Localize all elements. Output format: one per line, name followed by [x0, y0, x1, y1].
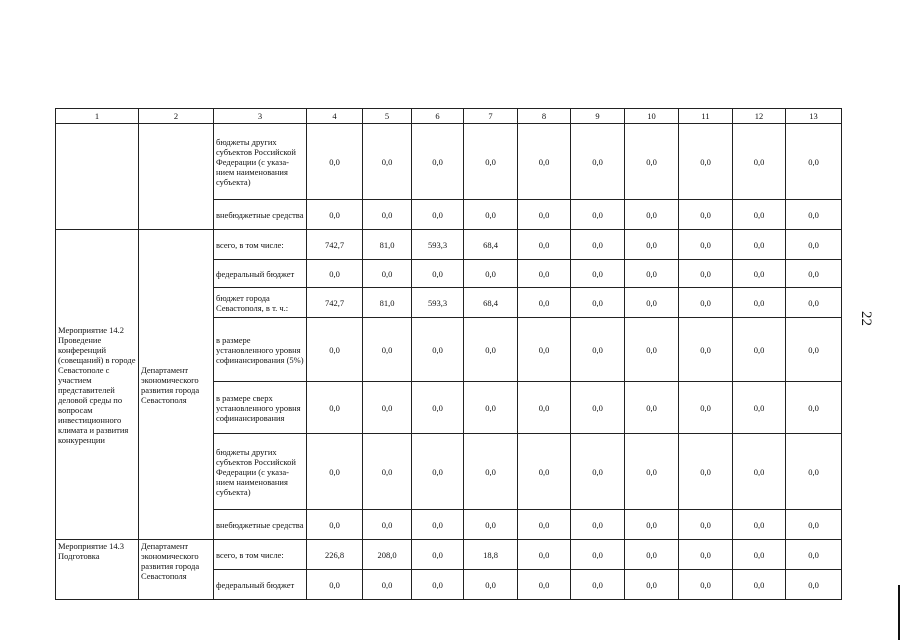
header-cell: 1 [56, 109, 139, 124]
header-cell: 8 [518, 109, 571, 124]
value-cell: 68,4 [464, 230, 518, 260]
value-cell: 0,0 [786, 124, 842, 200]
department-cell [139, 124, 214, 230]
value-cell: 0,0 [733, 200, 786, 230]
measure-cell: Мероприятие 14.3 Подготовка [56, 540, 139, 600]
value-cell: 0,0 [571, 288, 625, 318]
value-cell: 0,0 [412, 540, 464, 570]
value-cell: 0,0 [518, 382, 571, 434]
value-cell: 0,0 [518, 230, 571, 260]
department-cell: Департамент экономического развития города Севастополя [139, 540, 214, 600]
value-cell: 0,0 [412, 260, 464, 288]
value-cell: 0,0 [571, 540, 625, 570]
funding-source-cell: федеральный бюджет [214, 570, 307, 600]
value-cell: 0,0 [786, 382, 842, 434]
value-cell: 0,0 [786, 570, 842, 600]
value-cell: 0,0 [733, 318, 786, 382]
value-cell: 0,0 [518, 260, 571, 288]
value-cell: 0,0 [786, 260, 842, 288]
value-cell: 0,0 [679, 510, 733, 540]
value-cell: 0,0 [733, 434, 786, 510]
funding-source-cell: в размере установленного уровня софинансирования (5%) [214, 318, 307, 382]
value-cell: 0,0 [307, 318, 363, 382]
value-cell: 226,8 [307, 540, 363, 570]
value-cell: 0,0 [733, 382, 786, 434]
value-cell: 0,0 [625, 288, 679, 318]
value-cell: 0,0 [679, 540, 733, 570]
value-cell: 0,0 [363, 200, 412, 230]
value-cell: 0,0 [679, 382, 733, 434]
value-cell: 0,0 [786, 288, 842, 318]
value-cell: 0,0 [786, 540, 842, 570]
value-cell: 0,0 [571, 434, 625, 510]
value-cell: 0,0 [307, 382, 363, 434]
funding-source-cell: бюджеты других субъектов Российской Федерации (с указа-нием наименования субъекта) [214, 124, 307, 200]
value-cell: 0,0 [412, 570, 464, 600]
value-cell: 81,0 [363, 288, 412, 318]
header-cell: 4 [307, 109, 363, 124]
value-cell: 0,0 [571, 382, 625, 434]
value-cell: 0,0 [363, 318, 412, 382]
funding-source-cell: в размере сверх установленного уровня софинансирования [214, 382, 307, 434]
value-cell: 0,0 [571, 260, 625, 288]
value-cell: 0,0 [307, 510, 363, 540]
value-cell: 0,0 [307, 260, 363, 288]
value-cell: 0,0 [571, 318, 625, 382]
department-cell: Департамент экономического развития города Севастополя [139, 230, 214, 540]
value-cell: 0,0 [679, 200, 733, 230]
table-body [56, 109, 842, 600]
value-cell: 0,0 [786, 434, 842, 510]
value-cell: 0,0 [412, 200, 464, 230]
value-cell: 0,0 [464, 318, 518, 382]
header-cell: 3 [214, 109, 307, 124]
value-cell: 0,0 [571, 570, 625, 600]
table-row [56, 540, 842, 570]
header-row [56, 109, 842, 124]
value-cell: 0,0 [786, 200, 842, 230]
value-cell: 742,7 [307, 288, 363, 318]
value-cell: 208,0 [363, 540, 412, 570]
value-cell: 0,0 [307, 570, 363, 600]
page-number: 22 [858, 311, 874, 326]
value-cell: 0,0 [412, 318, 464, 382]
value-cell: 18,8 [464, 540, 518, 570]
value-cell: 0,0 [625, 434, 679, 510]
value-cell: 68,4 [464, 288, 518, 318]
header-cell: 11 [679, 109, 733, 124]
page-edge-line [898, 585, 900, 640]
table-row [56, 124, 842, 200]
funding-source-cell: бюджеты других субъектов Российской Федерации (с указа-нием наименования субъекта) [214, 434, 307, 510]
header-cell: 9 [571, 109, 625, 124]
value-cell: 0,0 [518, 570, 571, 600]
value-cell: 0,0 [571, 200, 625, 230]
funding-source-cell: всего, в том числе: [214, 230, 307, 260]
value-cell: 0,0 [571, 510, 625, 540]
value-cell: 0,0 [733, 288, 786, 318]
value-cell: 0,0 [464, 382, 518, 434]
header-cell: 10 [625, 109, 679, 124]
value-cell: 0,0 [625, 510, 679, 540]
funding-source-cell: федеральный бюджет [214, 260, 307, 288]
value-cell: 81,0 [363, 230, 412, 260]
value-cell: 0,0 [363, 434, 412, 510]
value-cell: 0,0 [307, 124, 363, 200]
value-cell: 0,0 [518, 288, 571, 318]
value-cell: 0,0 [464, 434, 518, 510]
funding-source-cell: всего, в том числе: [214, 540, 307, 570]
value-cell: 0,0 [625, 260, 679, 288]
value-cell: 0,0 [733, 570, 786, 600]
value-cell: 0,0 [412, 434, 464, 510]
value-cell: 0,0 [518, 510, 571, 540]
measure-cell [56, 124, 139, 230]
value-cell: 0,0 [518, 200, 571, 230]
value-cell: 0,0 [625, 200, 679, 230]
value-cell: 0,0 [733, 230, 786, 260]
value-cell: 0,0 [625, 124, 679, 200]
value-cell: 0,0 [464, 570, 518, 600]
budget-table [55, 108, 842, 600]
value-cell: 0,0 [363, 382, 412, 434]
table-row [56, 230, 842, 260]
value-cell: 593,3 [412, 230, 464, 260]
value-cell: 593,3 [412, 288, 464, 318]
value-cell: 0,0 [363, 510, 412, 540]
header-cell: 6 [412, 109, 464, 124]
value-cell: 0,0 [625, 318, 679, 382]
value-cell: 0,0 [307, 200, 363, 230]
value-cell: 0,0 [679, 260, 733, 288]
value-cell: 0,0 [679, 434, 733, 510]
value-cell: 0,0 [679, 124, 733, 200]
value-cell: 0,0 [625, 230, 679, 260]
value-cell: 0,0 [786, 230, 842, 260]
header-cell: 12 [733, 109, 786, 124]
funding-source-cell: бюджет города Севастополя, в т. ч.: [214, 288, 307, 318]
value-cell: 0,0 [733, 540, 786, 570]
value-cell: 0,0 [625, 540, 679, 570]
value-cell: 0,0 [518, 318, 571, 382]
value-cell: 0,0 [733, 510, 786, 540]
value-cell: 0,0 [464, 124, 518, 200]
value-cell: 0,0 [464, 510, 518, 540]
value-cell: 0,0 [733, 124, 786, 200]
header-cell: 7 [464, 109, 518, 124]
funding-source-cell: внебюджетные средства [214, 510, 307, 540]
value-cell: 0,0 [733, 260, 786, 288]
value-cell: 0,0 [518, 540, 571, 570]
value-cell: 0,0 [412, 382, 464, 434]
value-cell: 0,0 [363, 570, 412, 600]
header-cell: 13 [786, 109, 842, 124]
value-cell: 0,0 [571, 124, 625, 200]
value-cell: 0,0 [679, 318, 733, 382]
value-cell: 0,0 [363, 260, 412, 288]
value-cell: 0,0 [679, 230, 733, 260]
value-cell: 0,0 [518, 434, 571, 510]
value-cell: 0,0 [363, 124, 412, 200]
header-cell: 5 [363, 109, 412, 124]
measure-cell: Мероприятие 14.2 Проведение конференций (совещаний) в городе Севастополе с участием представителей деловой среды по вопросам инвестиционного климата и развития конкуренции [56, 230, 139, 540]
value-cell: 0,0 [464, 200, 518, 230]
value-cell: 0,0 [412, 510, 464, 540]
value-cell: 0,0 [679, 570, 733, 600]
value-cell: 0,0 [786, 318, 842, 382]
value-cell: 0,0 [518, 124, 571, 200]
value-cell: 0,0 [786, 510, 842, 540]
value-cell: 0,0 [412, 124, 464, 200]
value-cell: 0,0 [571, 230, 625, 260]
funding-source-cell: внебюджетные средства [214, 200, 307, 230]
value-cell: 0,0 [625, 382, 679, 434]
value-cell: 0,0 [625, 570, 679, 600]
value-cell: 0,0 [307, 434, 363, 510]
value-cell: 0,0 [679, 288, 733, 318]
header-cell: 2 [139, 109, 214, 124]
value-cell: 0,0 [464, 260, 518, 288]
value-cell: 742,7 [307, 230, 363, 260]
